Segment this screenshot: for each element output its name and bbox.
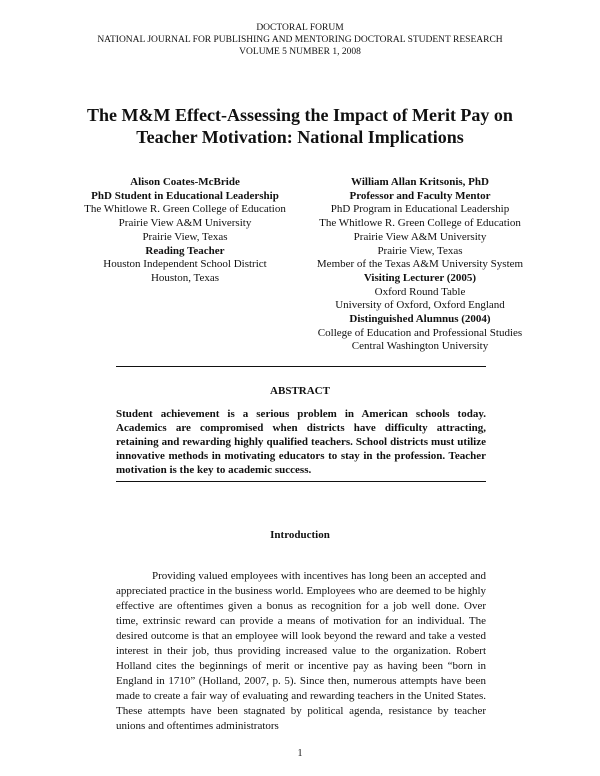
introduction-heading: Introduction [270, 529, 330, 541]
author-2-affiliation-line: PhD Program in Educational Leadership [330, 203, 510, 216]
author-1-role: PhD Student in Educational Leadership [91, 189, 279, 202]
author-1-affiliation-line: Prairie View A&M University [118, 217, 252, 230]
abstract-text: Student achievement is a serious problem in American schools today. Academics are compromised when districts have difficulty attracting, retaining and rewarding highly qualified teachers. School districts must utilize innovative methods in motivating educators to stay in the profession. Teacher motivation is the key to academic success. [116, 408, 486, 476]
page-number: 1 [297, 748, 303, 759]
author-2-affiliation-line: Oxford Round Table [374, 285, 466, 298]
abstract-underline [116, 481, 486, 482]
author-block-2 [300, 176, 540, 354]
author-block-1 [70, 176, 300, 286]
author-1-affiliation-line: The Whitlowe R. Green College of Education [84, 203, 286, 216]
journal-name: DOCTORAL FORUM [256, 23, 344, 33]
section-divider [116, 366, 486, 367]
journal-subtitle: NATIONAL JOURNAL FOR PUBLISHING AND MENTORING DOCTORAL STUDENT RESEARCH [97, 35, 503, 45]
author-2-affiliation-line: Central Washington University [351, 340, 489, 353]
introduction-paragraph: Providing valued employees with incentives has long been an accepted and appreciated practice in the business world. Employees who are deemed to be highly effective are oftentimes given a bonus as recognition for a job well done. Over time, extrinsic reward can provide a means of motivation for an individual. The desired outcome is that an employee will look beyond the reward and take a vested interest in their job, thus providing increased value to the organization. Robert Holland cites the beginnings of merit or incentive pay as having been “born in England in 1710” (Holland, 2007, p. 5). Since then, numerous attempts have been made to create a fair way of evaluating and rewarding teachers in the United States. These attempts have been stagnated by political agenda, resistance by teacher unions and oftentimes administrators [116, 570, 486, 732]
paper-title: The M&M Effect-Assessing the Impact of Merit Pay on Teacher Motivation: National Implications [87, 105, 513, 147]
author-1-affiliation-line: Prairie View, Texas [142, 230, 228, 243]
author-2-affiliation-line: Member of the Texas A&M University System [316, 258, 524, 271]
abstract-heading: ABSTRACT [270, 385, 330, 397]
author-2-role-3: Distinguished Alumnus (2004) [349, 313, 491, 326]
author-2-affiliation-line: Prairie View, Texas [377, 244, 463, 257]
journal-volume: VOLUME 5 NUMBER 1, 2008 [239, 47, 361, 57]
author-2-affiliation-line: College of Education and Professional Studies [317, 326, 523, 339]
author-1-name: Alison Coates-McBride [130, 176, 240, 188]
author-2-role: Professor and Faculty Mentor [349, 189, 491, 202]
author-1-affiliation-line: Houston Independent School District [103, 258, 267, 271]
author-2-affiliation-line: University of Oxford, Oxford England [335, 299, 505, 312]
author-1-affiliation-line: Houston, Texas [150, 271, 220, 284]
author-2-affiliation-line: The Whitlowe R. Green College of Education [319, 217, 521, 230]
author-1-role-2: Reading Teacher [145, 244, 225, 257]
author-2-affiliation-line: Prairie View A&M University [353, 230, 487, 243]
author-2-role-2: Visiting Lecturer (2005) [363, 271, 477, 284]
author-2-name: William Allan Kritsonis, PhD [351, 176, 489, 188]
